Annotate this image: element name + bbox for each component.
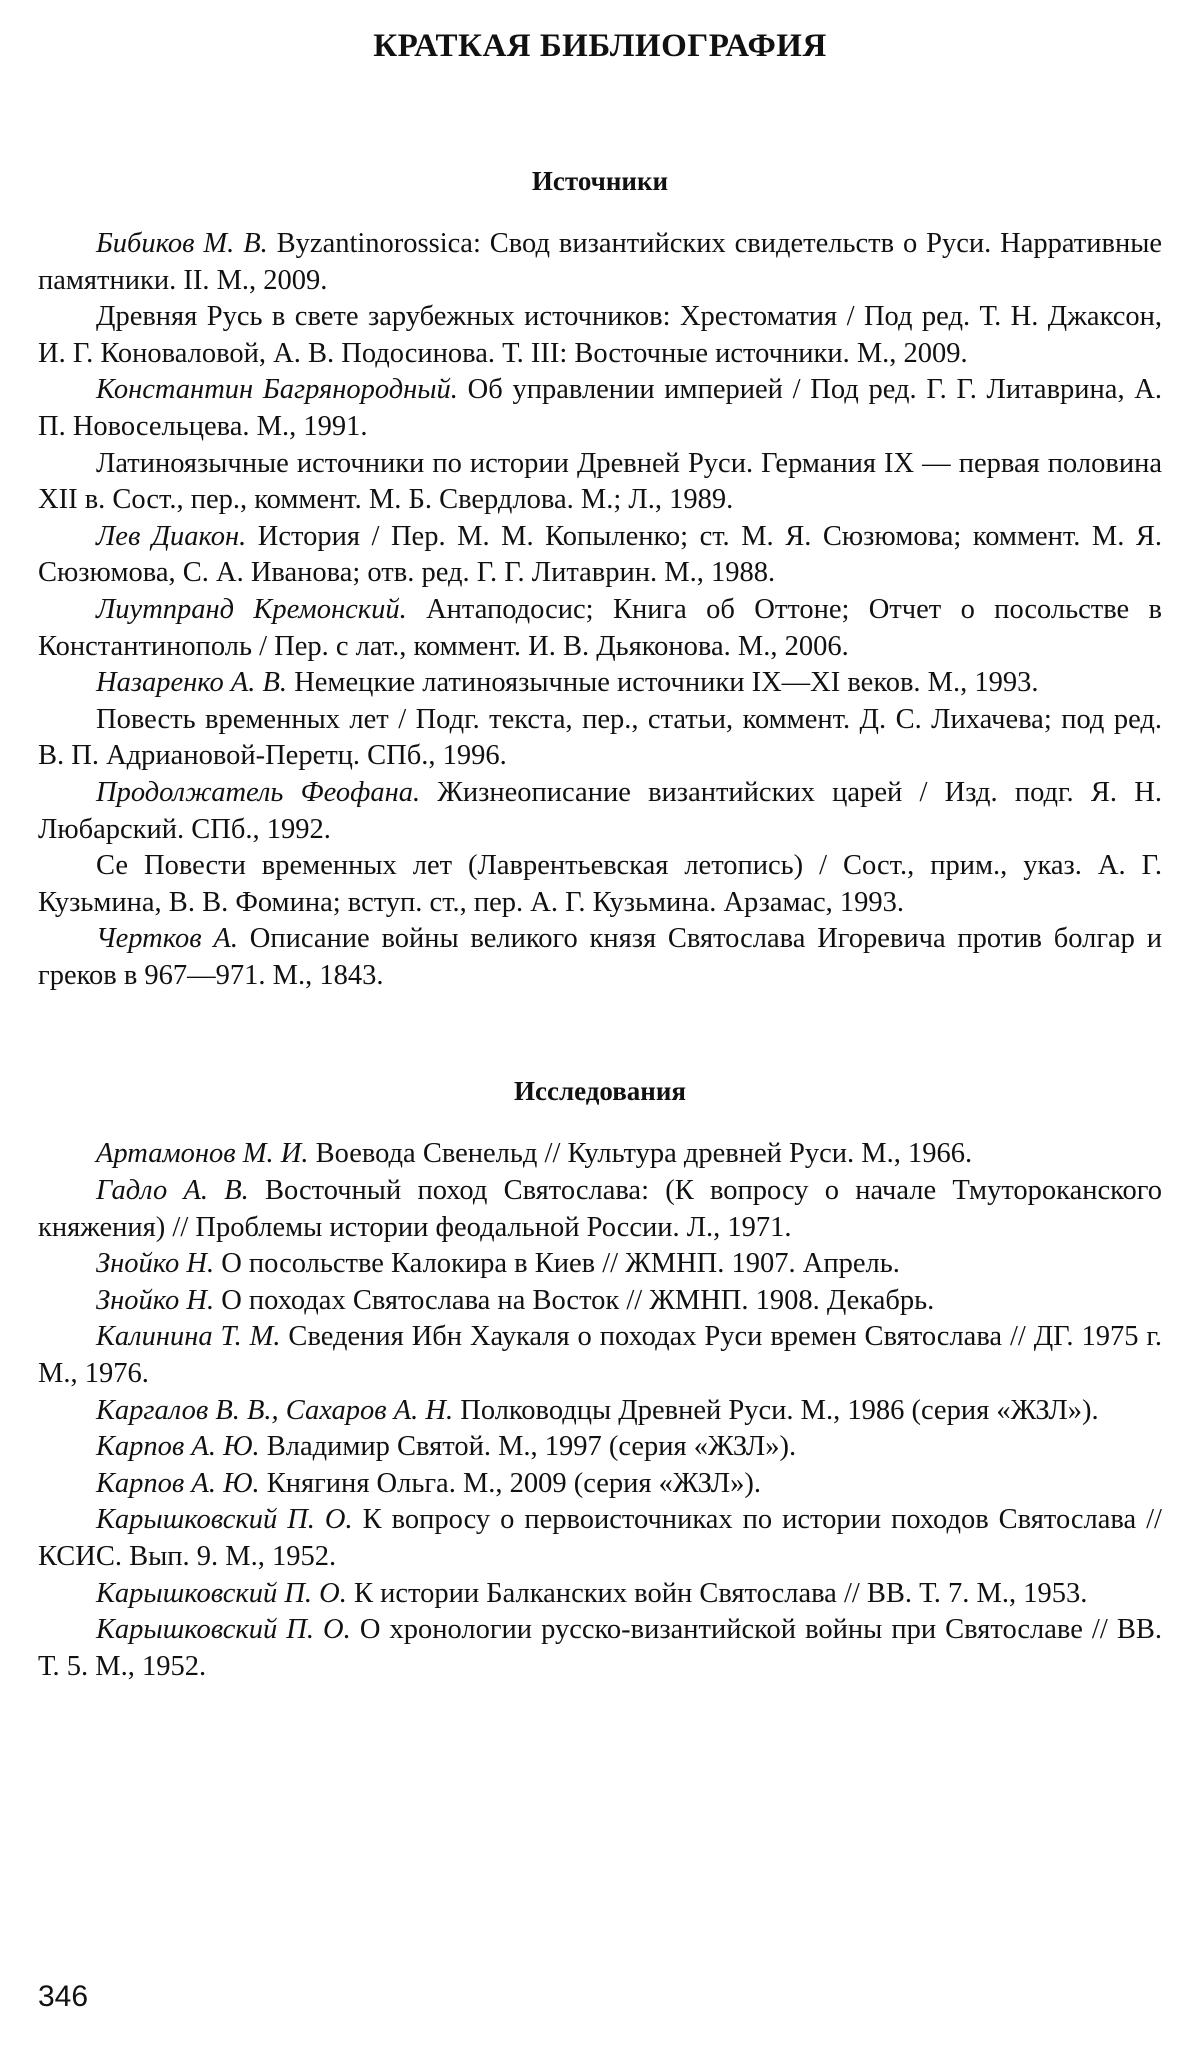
bibliography-entry xyxy=(38,299,1162,372)
entry-author: Каргалов В. В., Сахаров А. Н. xyxy=(96,1394,454,1426)
bibliography-entry xyxy=(38,1319,1162,1392)
entry-text: Княгиня Ольга. М., 2009 (серия «ЖЗЛ»). xyxy=(259,1467,761,1499)
entry-author: Гадло А. В. xyxy=(96,1175,249,1207)
bibliography-entry xyxy=(38,1429,1162,1466)
entry-author: Бибиков М. В. xyxy=(96,228,268,259)
entry-text: Сведения Ибн Хаукаля о походах Руси времен Святослава // ДГ. 1975 г. М., 1976. xyxy=(38,1321,1162,1390)
entry-author: Карпов А. Ю. xyxy=(96,1467,260,1499)
entry-text: История / Пер. М. М. Копыленко; ст. М. Я. Сюзюмова; коммент. М. Я. Сюзюмова, С. А. Иванова; отв. ред. Г. Г. Литаврин. М., 1988. xyxy=(38,520,1163,589)
entry-text: Byzantinorossica: Свод византийских свидетельств о Руси. Нарративные памятники. II. М., 2009. xyxy=(38,228,1162,296)
entry-author: Лиутпранд Кремонский. xyxy=(96,593,407,625)
entry-text: Повесть временных лет / Подг. текста, пер., статьи, коммент. Д. С. Лихачева; под ред. В. П. Адриановой-Перетц. СПб., 1996. xyxy=(38,703,1162,772)
bibliography-entry xyxy=(38,1576,1162,1613)
entry-text: Об управлении империей / Под ред. Г. Г. Литаврина, А. П. Новосельцева. М., 1991. xyxy=(38,374,1162,442)
entry-author: Знойко Н. xyxy=(96,1248,215,1280)
entry-author: Знойко Н. xyxy=(96,1284,215,1316)
bibliography-entry xyxy=(38,702,1162,775)
bibliography-entry xyxy=(38,1136,1162,1173)
entry-text: К вопросу о первоисточниках по истории походов Святослава // КСИС. Вып. 9. М., 1952. xyxy=(38,1504,1162,1572)
bibliography-entry xyxy=(38,1466,1162,1503)
entry-text: Латиноязычные источники по истории Древней Руси. Германия IX — первая половина XII в. Сост., пер., коммент. М. Б. Свердлова. М.; Л., 1989. xyxy=(38,447,1162,516)
entry-author: Карпов А. Ю. xyxy=(96,1431,260,1463)
entry-author: Калинина Т. М. xyxy=(96,1321,281,1353)
research-list xyxy=(38,1136,1162,1685)
entry-author: Продолжатель Феофана. xyxy=(96,776,421,808)
bibliography-entry xyxy=(38,1502,1162,1575)
sources-list xyxy=(38,226,1162,994)
bibliography-entry xyxy=(38,1612,1162,1685)
entry-text: Восточный поход Святослава: (К вопросу о начале Тмутороканского княжения) // Проблемы истории феодальной России. Л., 1971. xyxy=(38,1175,1163,1243)
entry-author: Карышковский П. О. xyxy=(96,1577,347,1609)
entry-text: К истории Балканских войн Святослава // ВВ. Т. 7. М., 1953. xyxy=(346,1577,1088,1609)
entry-author: Карышковский П. О. xyxy=(96,1504,353,1536)
entry-author: Назаренко А. В. xyxy=(96,667,288,699)
entry-author: Чертков А. xyxy=(96,923,238,955)
bibliography-entry xyxy=(38,446,1162,519)
bibliography-entry xyxy=(38,519,1162,592)
bibliography-entry xyxy=(38,848,1162,921)
page-number: 346 xyxy=(38,1980,89,2013)
bibliography-entry xyxy=(38,592,1162,665)
entry-author: Константин Багрянородный. xyxy=(96,374,458,406)
entry-author: Артамонов М. И. xyxy=(96,1138,309,1170)
bibliography-entry xyxy=(38,1393,1162,1430)
bibliography-entry xyxy=(38,1173,1162,1246)
entry-text: Антаподосис; Книга об Оттоне; Отчет о посольстве в Константинополь / Пер. с лат., коммент. И. В. Дьяконова. М., 2006. xyxy=(38,593,1162,662)
bibliography-entry xyxy=(38,372,1162,445)
entry-text: Владимир Святой. М., 1997 (серия «ЖЗЛ»). xyxy=(259,1431,797,1463)
entry-text: О хронологии русско-византийской войны при Святославе // ВВ. Т. 5. М., 1952. xyxy=(38,1614,1162,1682)
bibliography-entry xyxy=(38,1246,1162,1283)
bibliography-entry xyxy=(38,665,1162,702)
entry-text: О посольстве Калокира в Киев // ЖМНП. 1907. Апрель. xyxy=(214,1248,900,1280)
entry-author: Лев Диакон. xyxy=(96,520,247,552)
entry-text: Немецкие латиноязычные источники IX—XI веков. М., 1993. xyxy=(287,667,1039,699)
entry-text: Воевода Свенельд // Культура древней Руси. М., 1966. xyxy=(308,1138,973,1170)
bibliography-entry xyxy=(38,226,1162,299)
entry-text: Описание войны великого князя Святослава Игоревича против болгар и греков в 967—971. М., 1843. xyxy=(38,923,1162,991)
entry-text: Полководцы Древней Руси. М., 1986 (серия «ЖЗЛ»). xyxy=(453,1394,1099,1426)
entry-author: Карышковский П. О. xyxy=(96,1614,351,1646)
page-title: КРАТКАЯ БИБЛИОГРАФИЯ xyxy=(373,28,827,64)
entry-text: О походах Святослава на Восток // ЖМНП. 1908. Декабрь. xyxy=(214,1284,935,1316)
entry-text: Се Повести временных лет (Лаврентьевская летопись) / Сост., прим., указ. А. Г. Кузьмина, В. В. Фомина; вступ. ст., пер. А. Г. Кузьмина. Арзамас, 1993. xyxy=(38,850,1162,918)
entry-text: Древняя Русь в свете зарубежных источников: Хрестоматия / Под ред. Т. Н. Джаксон, И. Г. Коноваловой, А. В. Подосинова. Т. III: Восточные источники. М., 2009. xyxy=(38,301,1162,369)
bibliography-entry xyxy=(38,1283,1162,1320)
entry-text: Жизнеописание византийских царей / Изд. подг. Я. Н. Любарский. СПб., 1992. xyxy=(38,776,1162,845)
bibliography-entry xyxy=(38,775,1162,848)
section-heading-research: Исследования xyxy=(513,1076,687,1107)
section-heading-sources: Источники xyxy=(531,166,669,196)
bibliography-entry xyxy=(38,921,1162,994)
